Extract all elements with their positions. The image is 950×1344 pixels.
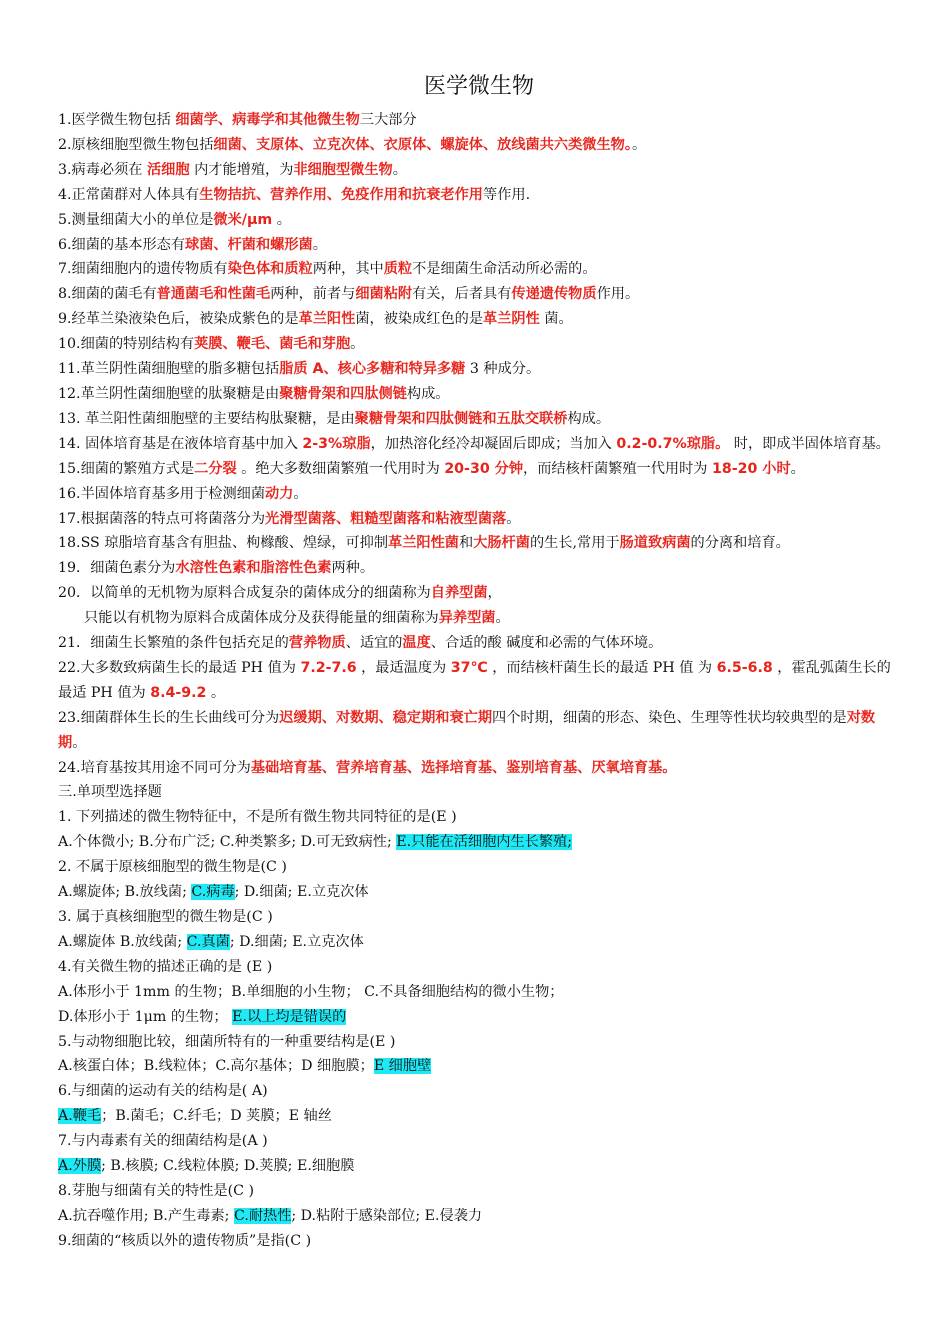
plain-text: 。 (631, 136, 647, 153)
emphasis-text: 18-20 小时 (711, 460, 791, 477)
text-line (58, 1079, 900, 1104)
text-line (58, 407, 900, 432)
text-line (58, 282, 900, 307)
emphasis-text: 质粒 (383, 261, 413, 278)
text-line (58, 332, 900, 357)
plain-text: ，霍乱弧菌生长的最适 PH 值为 (58, 659, 891, 701)
plain-text: 2.原核细胞型微生物包括 (58, 136, 214, 153)
emphasis-text: 革兰阳性菌 (388, 535, 459, 552)
plain-text: 不是细菌生命活动所必需的。 (412, 261, 597, 278)
plain-text: 、合适的酸 碱度和必需的气体环境。 (430, 635, 663, 652)
text-line (58, 1179, 900, 1204)
plain-text: 1. 下列描述的微生物特征中，不是所有微生物共同特征的是(E ) (58, 809, 457, 826)
emphasis-text: 微米/μm (213, 211, 273, 228)
plain-text: 有关，后者具有 (412, 286, 512, 303)
text-line (58, 980, 900, 1005)
text-line (58, 1104, 900, 1129)
emphasis-text: 7.2-7.6 (300, 659, 357, 676)
text-line (58, 158, 900, 183)
emphasis-text: 0.2-0.7%琼脂。 (616, 435, 730, 452)
plain-text: 24.培育基按其用途不同可分为 (58, 759, 251, 776)
plain-text: ; D.粘附于感染部位; E.侵袭力 (291, 1207, 483, 1224)
text-line (58, 955, 900, 980)
plain-text: 3 种成分。 (465, 361, 541, 378)
emphasis-text: 2-3%琼脂 (302, 435, 371, 452)
emphasis-text: 活细胞 (146, 161, 190, 178)
text-line (58, 1129, 900, 1154)
emphasis-text: 细菌、支原体、立克次体、衣原体、螺旋体、放线菌共六类微生物。 (213, 136, 632, 153)
text-line (58, 706, 900, 756)
plain-text: 1.医学微生物包括 (58, 112, 176, 128)
emphasis-text: 水溶性色素和脂溶性色素 (175, 560, 332, 577)
text-line (58, 382, 900, 407)
plain-text: ，而结核杆菌繁殖一代用时为 (523, 460, 712, 477)
text-line (58, 457, 900, 482)
emphasis-text: 对数期 (58, 709, 876, 751)
plain-text: 时，即成半固体培育基。 (729, 435, 890, 452)
plain-text: 19．细菌色素分为 (58, 560, 176, 577)
plain-text: 20．以简单的无机物为原料合成复杂的菌体成分的细菌称为 (58, 585, 431, 602)
plain-text: 菌。 (539, 311, 573, 328)
text-line (58, 507, 900, 532)
plain-text: A.螺旋体; B.放线菌; (58, 884, 192, 901)
emphasis-text: 二分裂 (194, 460, 237, 477)
plain-text: 构成。 (406, 385, 450, 402)
text-line (58, 257, 900, 282)
highlighted-answer: E 细胞壁 (373, 1058, 432, 1075)
plain-text: ；B.菌毛；C.纤毛；D 荚膜；E 轴丝 (101, 1108, 332, 1125)
text-line (58, 556, 900, 581)
plain-text: A.核蛋白体；B.线粒体；C.高尔基体；D 细胞膜； (58, 1058, 374, 1075)
plain-text: 。 (392, 161, 407, 178)
plain-text: 。 (312, 236, 327, 253)
plain-text: 18.SS 琼脂培育基含有胆盐、枸橼酸、煌绿，可抑制 (58, 535, 389, 552)
emphasis-text: 染色体和质粒 (227, 261, 313, 278)
text-line (58, 606, 900, 631)
emphasis-text: 细菌学、病毒学和其他微生物 (175, 112, 360, 128)
document-body (58, 108, 900, 1254)
document-page (58, 70, 900, 1254)
plain-text: 3.病毒必须在 (58, 161, 147, 178)
plain-text: 四个时期，细菌的形态、染色、生理等性状均较典型的是 (492, 709, 847, 726)
emphasis-text: 自养型菌 (430, 585, 488, 602)
plain-text: 等作用. (483, 186, 531, 203)
plain-text: ， (487, 585, 502, 602)
plain-text: 。 (350, 336, 365, 353)
plain-text: 4.有关微生物的描述正确的是 (E ) (58, 958, 273, 975)
emphasis-text: 传递遗传物质 (511, 286, 597, 303)
plain-text: A.螺旋体 B.放线菌; (58, 933, 187, 950)
plain-text: 23.细菌群体生长的生长曲线可分为 (58, 709, 280, 726)
plain-text: ，加热溶化经冷却凝固后即成；当加入 (370, 435, 617, 452)
plain-text: A.体形小于 1mm 的生物；B.单细胞的小生物； C.不具备细胞结构的微小生物； (58, 983, 564, 1000)
text-line (58, 656, 900, 706)
plain-text: 8.细菌的菌毛有 (58, 286, 157, 303)
text-line (58, 108, 900, 133)
emphasis-text: 光滑型菌落、粗糙型菌落和粘液型菌落 (265, 510, 507, 527)
plain-text: 5.与动物细胞比较，细菌所特有的一种重要结构是(E ) (58, 1033, 396, 1050)
emphasis-text: 革兰阴性 (483, 311, 540, 328)
plain-text: 5.测量细菌大小的单位是 (58, 211, 214, 228)
plain-text: 内才能增殖，为 (189, 161, 294, 178)
plain-text: 的生长,常用于 (529, 535, 620, 552)
text-line (58, 1005, 900, 1030)
text-line (58, 208, 900, 233)
emphasis-text: 球菌、杆菌和螺形菌 (185, 236, 313, 253)
plain-text: 。 (206, 684, 226, 701)
plain-text: 3. 属于真核细胞型的微生物是(C ) (58, 909, 273, 925)
plain-text: 。 (72, 734, 87, 751)
plain-text: D.体形小于 1μm 的生物； (58, 1008, 233, 1025)
plain-text: 17.根据菌落的特点可将菌落分为 (58, 510, 266, 527)
plain-text: 。 (495, 610, 510, 627)
emphasis-text: 异养型菌 (438, 610, 496, 627)
plain-text: 三大部分 (359, 112, 417, 128)
text-line (58, 1054, 900, 1079)
plain-text: 12.革兰阴性菌细胞壁的肽聚糖是由 (58, 385, 280, 402)
page-title: 医学微生物 (423, 74, 534, 99)
highlighted-answer: A.鞭毛 (58, 1108, 102, 1125)
emphasis-text: 非细胞型微生物 (293, 161, 393, 178)
emphasis-text: 营养物质 (288, 635, 346, 652)
plain-text: 6.与细菌的运动有关的结构是( A) (58, 1083, 268, 1100)
emphasis-text: 8.4-9.2 (150, 684, 207, 701)
plain-text: 9.细菌的“核质以外的遗传物质”是指(C ) (58, 1232, 312, 1249)
plain-text: 4.正常菌群对人体具有 (58, 186, 200, 203)
plain-text: 和 (458, 535, 474, 552)
text-line (58, 307, 900, 332)
plain-text: ; D.细菌; E.立克次体 (229, 933, 364, 950)
emphasis-text: 聚糖骨架和四肽侧链和五肽交联桥 (354, 410, 568, 427)
emphasis-text: 普通菌毛和性菌毛 (156, 286, 271, 303)
text-line (58, 357, 900, 382)
highlighted-answer: A.外膜 (58, 1158, 102, 1175)
emphasis-text: 6.5-6.8 (716, 659, 773, 676)
plain-text: 。 (293, 485, 308, 502)
text-line (58, 581, 900, 606)
emphasis-text: 细菌粘附 (355, 286, 413, 303)
plain-text: ; B.核膜; C.线粒体膜; D.荚膜; E.细胞膜 (101, 1158, 355, 1175)
text-line (58, 631, 900, 656)
plain-text: 两种。 (331, 560, 375, 577)
text-line (58, 531, 900, 556)
emphasis-text: 聚糖骨架和四肽侧链 (279, 385, 407, 402)
emphasis-text: 生物拮抗、营养作用、免疫作用和抗衰老作用 (199, 186, 483, 203)
plain-text: 。 (272, 211, 291, 228)
plain-text: 两种，前者与 (270, 286, 356, 303)
plain-text: 11.革兰阴性菌细胞壁的脂多糖包括 (58, 361, 280, 378)
text-line (58, 880, 900, 905)
highlighted-answer: E.只能在活细胞内生长繁殖; (396, 834, 572, 851)
emphasis-text: 革兰阳性 (298, 311, 356, 328)
plain-text: 两种，其中 (312, 261, 384, 278)
plain-text: 。绝大多数细菌繁殖一代用时为 (236, 460, 445, 477)
plain-text: 6.细菌的基本形态有 (58, 236, 186, 253)
text-line (58, 183, 900, 208)
plain-text: 7.细菌细胞内的遗传物质有 (58, 261, 228, 278)
plain-text: 8.芽胞与细菌有关的特性是(C ) (58, 1182, 255, 1199)
emphasis-text: 大肠杆菌 (473, 535, 530, 552)
text-line (58, 1030, 900, 1055)
text-line (58, 1204, 900, 1229)
plain-text: 、适宜的 (345, 635, 403, 652)
text-line (58, 756, 900, 781)
plain-text: 10.细菌的特别结构有 (58, 336, 195, 353)
emphasis-text: 脂质 A、核心多糖和特异多糖 (279, 361, 466, 378)
plain-text: A.个体微小; B.分布广泛; C.种类繁多; D.可无致病性; (58, 834, 397, 851)
highlighted-answer: C.真菌 (186, 933, 230, 950)
emphasis-text: 20-30 分钟 (444, 460, 524, 477)
emphasis-text: 温度 (402, 635, 431, 652)
text-line (58, 830, 900, 855)
text-line (58, 482, 900, 507)
emphasis-text: 荚膜、鞭毛、菌毛和芽胞 (194, 336, 351, 353)
plain-text: 。 (790, 460, 805, 477)
plain-text: ; D.细菌; E.立克次体 (234, 884, 369, 901)
plain-text: ，最适温度为 (356, 659, 451, 676)
highlighted-answer: E.以上均是错误的 (232, 1008, 347, 1025)
text-line (58, 855, 900, 880)
text-line (58, 432, 900, 457)
text-line (58, 805, 900, 830)
plain-text: 只能以有机物为原料合成菌体成分及获得能量的细菌称为 (84, 610, 439, 627)
plain-text: 22.大多数致病菌生长的最适 PH 值为 (58, 659, 301, 676)
text-line (58, 133, 900, 158)
text-line (58, 905, 900, 930)
plain-text: 2. 不属于原核细胞型的微生物是(C ) (58, 859, 287, 876)
highlighted-answer: C.耐热性 (233, 1207, 292, 1224)
plain-text: 16.半固体培育基多用于检测细菌 (58, 485, 266, 502)
text-line (58, 930, 900, 955)
text-line (58, 1154, 900, 1179)
plain-text: 7.与内毒素有关的细菌结构是(A ) (58, 1133, 268, 1150)
plain-text: 构成。 (567, 410, 611, 427)
emphasis-text: 基础培育基、营养培育基、选择培育基、鉴别培育基、厌氧培育基。 (250, 759, 677, 776)
text-line (58, 1229, 900, 1254)
plain-text: 21．细菌生长繁殖的条件包括充足的 (58, 635, 289, 652)
plain-text: ，而结核杆菌生长的最适 PH 值 为 (487, 659, 717, 676)
plain-text: 的分离和培育。 (690, 535, 790, 552)
plain-text: 13. 革兰阳性菌细胞壁的主要结构肽聚糖，是由 (58, 410, 355, 427)
text-line (58, 233, 900, 258)
plain-text: 菌，被染成红色的是 (355, 311, 484, 328)
highlighted-answer: C.病毒 (191, 884, 235, 901)
plain-text: 14. 固体培育基是在液体培育基中加入 (58, 435, 303, 452)
plain-text: 作用。 (596, 286, 640, 303)
plain-text: 三.单项型选择题 (58, 784, 162, 801)
plain-text: 15.细菌的繁殖方式是 (58, 460, 195, 477)
emphasis-text: 迟缓期、对数期、稳定期和衰亡期 (279, 709, 493, 726)
emphasis-text: 动力 (265, 485, 294, 502)
plain-text: 9.经革兰染液染色后，被染成紫色的是 (58, 311, 299, 328)
plain-text: 。 (506, 510, 521, 527)
emphasis-text: 肠道致病菌 (619, 535, 691, 552)
text-line (58, 780, 900, 805)
plain-text: A.抗吞噬作用; B.产生毒素; (58, 1207, 234, 1224)
emphasis-text: 37℃ (450, 659, 488, 676)
